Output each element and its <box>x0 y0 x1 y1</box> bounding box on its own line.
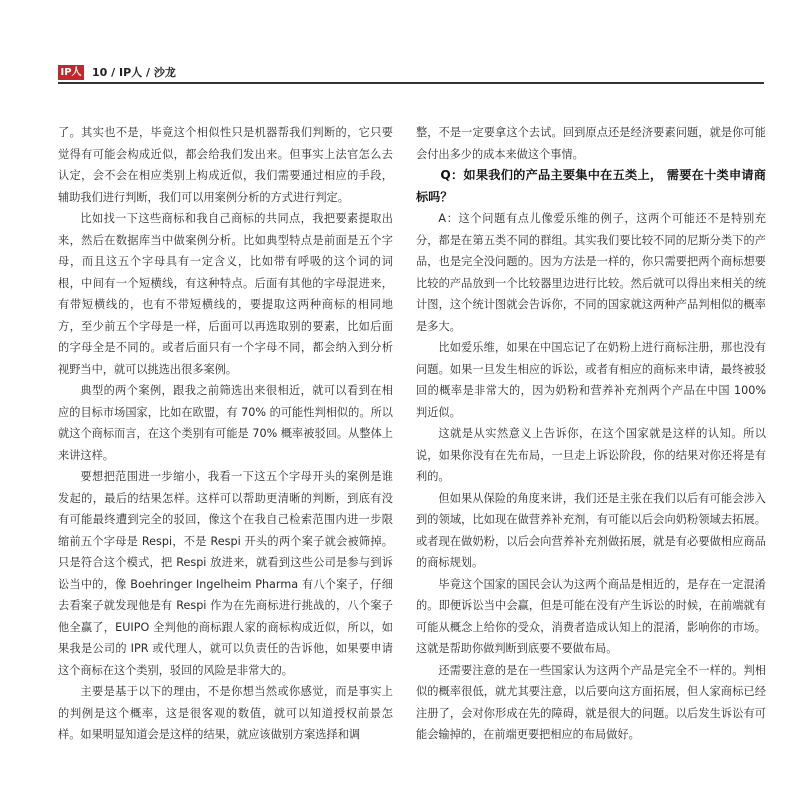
paragraph: 要想把范围进一步缩小，我看一下这五个字母开头的案例是谁发起的，最后的结果怎样。这样可以帮助更清晰的判断，到底有没有可能最终遭到完全的驳回，像这个在我自己检索范围内进一步限缩前五个字母是 Respi，不是 Respi 开头的两个案子就会被筛掉。只是符合这个模式，把 Respi 放进来，就看到这些公司是参与到诉讼当中的，像 Boehringer Ingelheim Pharma 有八个案子，仔细去看案子就发现他是有 Respi 作为在先商标进行挑战的，八个案子他全赢了，EUIPO 全判他的商标跟人家的商标构成近似，所以，如果我是公司的 IPR 或代理人，就可以负责任的告诉他，如果要申请这个商标在这个类别，驳回的风险是非常大的。 <box>58 470 393 677</box>
paragraph: 但如果从保险的角度来讲，我们还是主张在我们以后有可能会涉入到的领域，比如现在做营养补充剂，有可能以后会向奶粉领域去拓展。或者现在做奶粉，以后会向营养补充剂做拓展，就是有必要做相应商品的商标规划。 <box>416 491 766 569</box>
paragraph: 比如找一下这些商标和我自己商标的共同点，我把要素提取出来，然后在数据库当中做案例分析。比如典型特点是前面是五个字母，而且这五个字母具有一定含义，比如带有呼吸的这个词的词根，中间有一个短横线，有这种特点。后面有其他的字母混进来，有带短横线的，也有不带短横线的，要提取这两种商标的相同地方，至少前五个字母是一样，后面可以再选取别的要素，比如后面的字母全是不同的。或者后面只有一个字母不同，都会纳入到分析视野当中，就可以挑选出很多案例。 <box>58 212 393 376</box>
question-heading: Q：如果我们的产品主要集中在五类上， 需要在十类申请商标吗？ <box>416 168 766 204</box>
paragraph: 了。其实也不是，毕竟这个相似性只是机器帮我们判断的，它只要觉得有可能会构成近似，都会给我们发出来。但事实上法官怎么去认定，会不会在相应类别上构成近似，我们需要通过相应的手段，辅助我们进行判断，我们可以用案例分析的方式进行判定。 <box>58 126 393 204</box>
paragraph: 比如爱乐维，如果在中国忘记了在奶粉上进行商标注册，那也没有问题。如果一旦发生相应的诉讼，或者有相应的商标来申请，最终被驳回的概率是非常大的，因为奶粉和营养补充剂两个产品在中国 100% 判近似。 <box>416 341 766 419</box>
page-header <box>58 64 764 84</box>
ip-ren-logo-badge: IP人 <box>58 65 84 80</box>
paragraph: 还需要注意的是在一些国家认为这两个产品是完全不一样的。判相似的概率很低，就尤其要注意，以后要向这方面拓展，但人家商标已经注册了，会对你形成在先的障碍，就是很大的问题。以后发生诉讼有可能会输掉的，在前端更要把相应的布局做好。 <box>416 663 766 741</box>
paragraph: 毕竟这个国家的国民会认为这两个商品是相近的，是存在一定混淆的。即便诉讼当中会赢，但是可能在没有产生诉讼的时候，在前端就有可能从概念上给你的受众，消费者造成认知上的混淆，影响你的市场。这就是帮助你做判断到底要不要做布局。 <box>416 577 766 655</box>
left-column <box>58 122 393 746</box>
running-title: 10 / IP人 / 沙龙 <box>92 66 176 79</box>
paragraph: 这就是从实然意义上告诉你，在这个国家就是这样的认知。所以说，如果你没有在先布局，一旦走上诉讼阶段，你的结果对你还将是有利的。 <box>416 427 766 483</box>
header-divider <box>58 82 764 84</box>
paragraph: 主要是基于以下的理由，不是你想当然或你感觉，而是事实上的判例是这个概率，这是很客观的数值，就可以知道授权前景怎样。如果明显知道会是这样的结果，就应该做别方案选择和调 <box>58 685 393 741</box>
right-column <box>416 122 766 746</box>
paragraph: 整，不是一定要拿这个去试。回到原点还是经济要素问题，就是你可能会付出多少的成本来做这个事情。 <box>416 126 766 161</box>
paragraph: 典型的两个案例，跟我之前筛选出来很相近，就可以看到在相应的目标市场国家，比如在欧盟，有 70% 的可能性判相似的。所以就这个商标而言，在这个类别有可能是 70% 概率被驳回。从整体上来讲这样。 <box>58 384 393 462</box>
paragraph: A：这个问题有点儿像爱乐维的例子，这两个可能还不是特别充分，都是在第五类不同的群组。其实我们要比较不同的尼斯分类下的产品，也是完全没问题的。因为方法是一样的，你只需要把两个商标想要比较的产品放到一个比较器里边进行比较。然后就可以得出来相关的统计图，这个统计图就会告诉你，不同的国家就这两种产品判相似的概率是多大。 <box>416 212 766 333</box>
